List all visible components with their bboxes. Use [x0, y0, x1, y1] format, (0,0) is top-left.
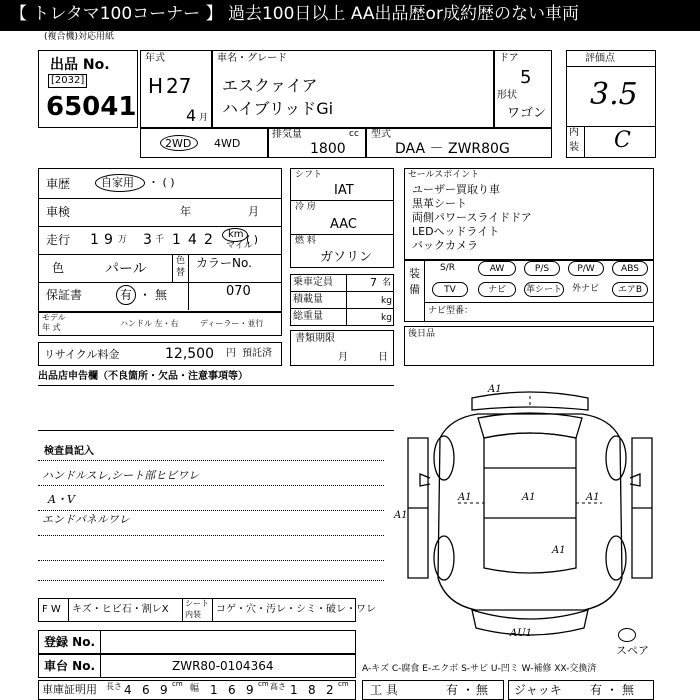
inspector-line3: エンドパネルワレ [42, 513, 130, 526]
year-era: H [148, 74, 164, 98]
model-year-handle: ハンドル 左・右 [120, 319, 179, 328]
year-value: 27 [166, 74, 192, 98]
warranty-yes: 有 [120, 288, 133, 302]
docs-month: 月 [338, 352, 348, 363]
dims-wid-2: 6 [228, 683, 236, 697]
year-month: 4 [186, 106, 197, 125]
mileage-paren: ( ) [246, 233, 259, 246]
dims-len-3: 9 [160, 683, 168, 697]
model-name-label: 車名・グレード [217, 53, 287, 64]
dims-wid-unit: cm [258, 680, 269, 688]
shift-value: IAT [334, 183, 354, 198]
dims-label: 車庫証明用 [42, 683, 97, 696]
history-value: 自家用 [101, 176, 134, 189]
model-year-dealer: ディーラー・並行 [200, 319, 264, 328]
equip-ps: P/S [524, 261, 560, 276]
dims-len-1: 4 [124, 683, 132, 697]
mileage-label: 走行 [46, 233, 71, 247]
damage-text2: コゲ・穴・汚レ・シミ・破レ・ワレ [216, 604, 376, 615]
sales-point-1: ユーザー買取り車 [412, 183, 500, 196]
model-type-label: 型式 [371, 129, 391, 140]
mark-rear: A1 [488, 384, 502, 395]
aircon-label: 冷 房 [295, 202, 316, 212]
sales-point-4: LEDヘッドライト [412, 225, 500, 238]
dims-wid-label: 幅 [190, 684, 200, 694]
gross-unit: kg [381, 313, 392, 323]
mileage-d3: 3 [143, 232, 152, 248]
interior-label-1: 内 [569, 127, 579, 138]
displacement-label: 排気量 [272, 129, 302, 140]
warranty-label: 保証書 [46, 288, 83, 302]
mark-front: AU1 [510, 628, 533, 639]
dims-hei-1: 1 [290, 683, 298, 697]
load-label: 積載量 [293, 294, 323, 305]
displacement-value: 1800 [310, 141, 346, 157]
damage-fw: F W [42, 604, 61, 615]
sales-point-5: バックカメラ [412, 239, 478, 252]
door-value: 5 [520, 67, 532, 88]
aircon-value: AAC [330, 217, 357, 232]
tools-label: 工 具 [370, 683, 398, 697]
fuel-value: ガソリン [320, 250, 373, 265]
model-year-label-1: モデル [42, 313, 66, 322]
color-change-1: 色 [176, 256, 186, 266]
mileage-d4: 1 [172, 232, 181, 248]
capacity-value: 7 [370, 276, 377, 289]
inspection-label: 車検 [46, 205, 71, 219]
fuel-label: 燃 料 [295, 236, 316, 246]
gross-label: 総重量 [293, 311, 323, 322]
recycle-unit: 円 [226, 348, 236, 359]
model-name-line1: エスクァイア [222, 76, 318, 95]
displacement-unit: cc [349, 129, 359, 139]
history-rest: ・ ( ) [148, 176, 175, 189]
chassis-label: 車台 No. [44, 659, 96, 673]
capacity-unit: 名 [382, 278, 392, 288]
mileage-man: 万 [118, 235, 128, 245]
lot-label: 出品 No. [50, 57, 110, 73]
damage-seat-2: 内装 [185, 610, 201, 619]
tools-yes: 有 [446, 683, 459, 697]
color-label: 色 [52, 261, 65, 275]
shape-label: 形状 [497, 90, 517, 101]
equip-abs: ABS [612, 261, 648, 276]
color-value: パール [105, 261, 147, 277]
shape-value: ワゴン [507, 106, 547, 121]
equipment-label-1: 装 [409, 267, 420, 280]
mark-right-lower: A1 [552, 545, 566, 556]
equip-pw: P/W [568, 261, 604, 276]
shift-label: シフト [295, 170, 323, 180]
recycle-value: 12,500 [165, 346, 214, 362]
dims-hei-2: 8 [308, 683, 316, 697]
sales-points-label: セールスポイント [408, 170, 480, 180]
docs-label: 書類期限 [295, 333, 335, 344]
form-subnote: (複合機)対応用紙 [44, 32, 115, 42]
year-label: 年式 [145, 53, 165, 64]
dims-wid-3: 9 [246, 683, 254, 697]
interior-label-2: 装 [569, 142, 579, 153]
equip-sr: S/R [440, 263, 455, 273]
inspector-line2: A・V [48, 493, 75, 506]
capacity-label: 乗車定員 [293, 277, 333, 288]
sales-point-2: 黒革シート [412, 197, 467, 210]
jack-label: ジャッキ [514, 683, 562, 697]
damage-legend: A-キズ C-腐食 E-エクボ S-サビ U-凹ミ W-補修 XX-交換済 [362, 664, 597, 674]
dims-len-unit: cm [172, 680, 183, 688]
color-code: 070 [226, 284, 251, 299]
warranty-no: 無 [155, 288, 168, 302]
equip-aw: AW [478, 261, 516, 276]
tools-sep: ・ [462, 683, 475, 697]
mark-right-inner: A1 [586, 492, 600, 503]
equip-airbag: エアB [612, 282, 648, 297]
drive-4wd: 4WD [214, 137, 241, 150]
mileage-sen: 千 [155, 235, 165, 245]
tools-no: 無 [476, 683, 489, 697]
model-name-line2: ハイブリッドGi [222, 99, 334, 118]
dims-len-label: 長さ [106, 682, 122, 691]
jack-sep: ・ [606, 683, 619, 697]
spare-circle [618, 628, 636, 642]
equipment-label-2: 備 [409, 283, 420, 296]
mileage-unit2: マイル [226, 241, 253, 251]
lot-code: [2032] [48, 74, 87, 88]
model-year-label-2: 年 式 [42, 323, 61, 332]
evaluation-score: 3.5 [590, 77, 638, 112]
warranty-sep: ・ [139, 288, 152, 302]
dims-hei-3: 2 [326, 683, 334, 697]
mark-center: A1 [522, 492, 536, 503]
color-code-label: カラーNo. [196, 256, 252, 270]
equip-tv: TV [432, 282, 468, 297]
jack-no: 無 [622, 683, 635, 697]
recycle-label: リサイクル料金 [44, 348, 120, 361]
evaluation-label: 評価点 [585, 53, 615, 64]
equip-ext-navi: 外ナビ [572, 284, 600, 294]
memo-box [404, 326, 654, 366]
load-unit: kg [381, 296, 392, 306]
mileage-d1: 1 [90, 232, 99, 248]
dims-wid-1: 1 [210, 683, 218, 697]
inspection-year: 年 [180, 205, 191, 218]
inspector-label: 検査員記入 [44, 446, 94, 457]
mark-left-outer: A1 [394, 510, 408, 521]
car-damage-diagram [394, 378, 660, 660]
inspection-month: 月 [248, 205, 259, 218]
damage-seat-1: シート [185, 599, 209, 608]
interior-grade: C [614, 128, 631, 153]
year-month-unit: 月 [199, 113, 209, 123]
color-change-2: 替 [176, 268, 186, 278]
mark-left-inner: A1 [458, 492, 472, 503]
navi-type-label: ナビ型番： [428, 306, 474, 316]
memo-label: 後日品 [408, 329, 436, 339]
door-label: ドア [499, 53, 519, 64]
equip-navi: ナビ [478, 282, 516, 297]
sales-point-3: 両側パワースライドドア [412, 211, 532, 224]
banner-text: 【 トレタマ100コーナー 】 過去100日以上 AA出品歴or成約歴のない車両 [10, 4, 579, 24]
dims-hei-label: 高さ [270, 682, 286, 691]
history-label: 車歴 [46, 177, 71, 191]
drive-2wd: 2WD [165, 137, 192, 150]
notes-label: 出品店申告欄（不良箇所・欠品・注意事項等） [38, 371, 248, 382]
damage-text: キズ・ヒビ石・割レX [72, 604, 169, 615]
dims-hei-unit: cm [338, 680, 349, 688]
inspector-line1: ハンドルスレ,シート部ヒビワレ [42, 469, 200, 482]
spare-label: スペア [616, 644, 649, 657]
dims-len-2: 6 [142, 683, 150, 697]
equip-leather: 革シート [524, 282, 564, 297]
model-type-value: DAA － ZWR80G [395, 141, 510, 157]
mileage-d6: 2 [204, 232, 213, 248]
mileage-unit: km [228, 229, 244, 240]
recycle-note: 預託済 [242, 348, 272, 359]
lot-number: 65041 [46, 92, 137, 122]
docs-day: 日 [378, 352, 388, 363]
mileage-d2: 9 [104, 232, 113, 248]
chassis-value: ZWR80-0104364 [172, 659, 274, 673]
registration-label: 登録 No. [44, 635, 96, 649]
mileage-d5: 4 [188, 232, 197, 248]
jack-yes: 有 [590, 683, 603, 697]
